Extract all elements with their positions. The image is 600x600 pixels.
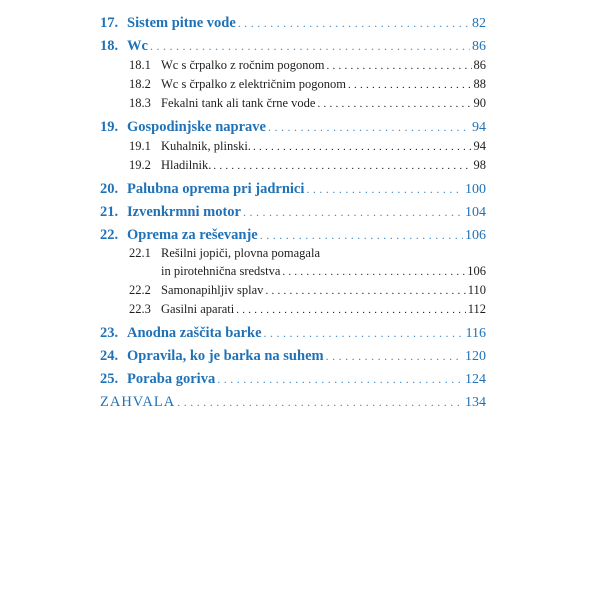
section-number: 22.2 [129, 283, 151, 297]
table-of-contents [100, 14, 486, 412]
chapter-title: Gospodinjske naprave [127, 119, 266, 135]
page-number: 94 [472, 120, 486, 135]
toc-chapter-19[interactable] [100, 118, 486, 137]
page-number: 88 [473, 77, 486, 91]
chapter-number: 25. [100, 371, 119, 387]
dot-leader [177, 393, 463, 412]
section-title: Hladilnik. [161, 158, 212, 172]
dot-leader [306, 180, 463, 199]
section-number: 19.2 [129, 158, 151, 172]
dot-leader [265, 282, 465, 300]
toc-section-22-2[interactable] [100, 281, 486, 300]
section-title-line1: Rešilni jopiči, plovna pomagala [161, 246, 320, 260]
dot-leader [317, 95, 471, 113]
page-number: 98 [473, 158, 486, 172]
chapter-title: Poraba goriva [127, 371, 216, 387]
page-number: 124 [465, 372, 486, 387]
section-title: Fekalni tank ali tank črne vode [161, 96, 316, 110]
chapter-number: 22. [100, 227, 119, 243]
toc-chapter-23[interactable] [100, 324, 486, 343]
chapter-title: Oprema za reševanje [127, 227, 258, 243]
toc-section-22-3[interactable] [100, 300, 486, 319]
toc-chapter-22[interactable] [100, 226, 486, 245]
chapter-title: Palubna oprema pri jadrnici [127, 181, 305, 197]
dot-leader [326, 347, 463, 366]
dot-leader [253, 138, 472, 156]
toc-section-18-1[interactable] [100, 56, 486, 75]
page-number: 116 [465, 326, 486, 341]
page-number: 86 [472, 39, 486, 54]
acknowledgements-title: ZAHVALA [100, 394, 176, 410]
toc-section-19-2[interactable] [100, 156, 486, 175]
chapter-title: Sistem pitne vode [127, 15, 236, 31]
page-number: 104 [465, 205, 486, 220]
page-number: 100 [465, 182, 486, 197]
chapter-number: 19. [100, 119, 119, 135]
section-title-line2: in pirotehnična sredstva [161, 264, 281, 278]
section-number: 18.2 [129, 77, 151, 91]
dot-leader [238, 14, 470, 33]
chapter-number: 23. [100, 325, 119, 341]
toc-acknowledgements[interactable] [100, 393, 486, 412]
chapter-title: Anodna zaščita barke [127, 325, 262, 341]
dot-leader [282, 263, 465, 281]
section-title: Kuhalnik, plinski. [161, 139, 251, 153]
toc-chapter-21[interactable] [100, 203, 486, 222]
dot-leader [236, 301, 465, 319]
chapter-number: 18. [100, 38, 119, 54]
section-number: 18.3 [129, 96, 151, 110]
dot-leader [327, 57, 472, 75]
section-title: Wc s črpalko z električnim pogonom [161, 77, 347, 91]
chapter-number: 20. [100, 181, 119, 197]
dot-leader [268, 118, 470, 137]
page-number: 106 [465, 228, 486, 243]
section-number: 19.1 [129, 139, 151, 153]
section-number: 18.1 [129, 58, 151, 72]
dot-leader [243, 203, 463, 222]
page-number: 112 [467, 302, 486, 316]
dot-leader [260, 226, 463, 245]
page-number: 86 [473, 58, 486, 72]
chapter-number: 21. [100, 204, 119, 220]
toc-chapter-20[interactable] [100, 180, 486, 199]
toc-chapter-17[interactable] [100, 14, 486, 33]
section-title: Samonapihljiv splav [161, 283, 264, 297]
toc-chapter-25[interactable] [100, 370, 486, 389]
toc-chapter-24[interactable] [100, 347, 486, 366]
toc-chapter-18[interactable] [100, 37, 486, 56]
page-number: 106 [467, 264, 486, 278]
chapter-title: Opravila, ko je barka na suhem [127, 348, 324, 364]
page-number: 82 [472, 16, 486, 31]
page-number: 120 [465, 349, 486, 364]
dot-leader [264, 324, 464, 343]
section-title: Gasilni aparati [161, 302, 235, 316]
page-number: 90 [473, 96, 486, 110]
page-number: 110 [467, 283, 486, 297]
page-number: 94 [473, 139, 486, 153]
chapter-number: 17. [100, 15, 119, 31]
toc-section-22-1-line1[interactable] [100, 245, 486, 262]
chapter-title: Izvenkrmni motor [127, 204, 241, 220]
toc-section-18-3[interactable] [100, 94, 486, 113]
dot-leader [213, 157, 471, 175]
toc-section-22-1-line2[interactable] [100, 262, 486, 281]
dot-leader [217, 370, 463, 389]
page-number: 134 [465, 395, 486, 410]
chapter-title: Wc [127, 38, 148, 54]
section-title: Wc s črpalko z ročnim pogonom [161, 58, 325, 72]
section-number: 22.3 [129, 302, 151, 316]
toc-section-19-1[interactable] [100, 137, 486, 156]
dot-leader [150, 37, 470, 56]
section-number: 22.1 [129, 246, 151, 260]
chapter-number: 24. [100, 348, 119, 364]
dot-leader [348, 76, 471, 94]
toc-section-18-2[interactable] [100, 75, 486, 94]
